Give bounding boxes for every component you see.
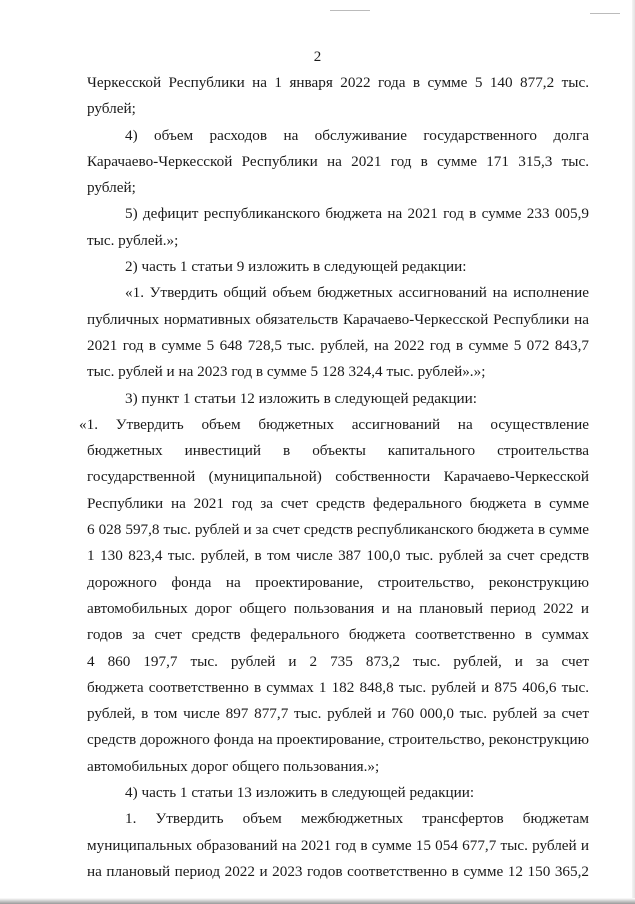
text-line: дорожного фонда на проектирование, строительство, реконструкцию — [87, 573, 589, 591]
text-line: 5) дефицит республиканского бюджета на 2021 год в сумме 233 005,9 — [125, 205, 589, 223]
page-number: 2 — [313, 49, 322, 65]
scan-bottom-edge — [0, 898, 635, 904]
text-line: 3) пункт 1 статьи 12 изложить в следующей редакции: — [125, 389, 478, 407]
text-line: Республики на 2021 год за счет средств федерального бюджета в сумме — [87, 494, 589, 512]
text-line: 6 028 597,8 тыс. рублей и за счет средств республиканского бюджета в сумме — [87, 521, 589, 539]
text-line: 2021 год в сумме 5 648 728,5 тыс. рублей, на 2022 год в сумме 5 072 843,7 — [87, 336, 589, 354]
text-line: автомобильных дорог общего пользования.»; — [87, 757, 380, 775]
text-line: рублей; — [87, 179, 136, 197]
text-line: автомобильных дорог общего пользования и на плановый период 2022 и — [87, 599, 589, 617]
text-line: 4) часть 1 статьи 13 изложить в следующей редакции: — [125, 784, 475, 802]
scan-artifact-top-right — [590, 13, 620, 14]
text-line: «1. Утвердить общий объем бюджетных ассигнований на исполнение — [125, 284, 589, 302]
text-line: публичных нормативных обязательств Карачаево-Черкесской Республики на — [87, 310, 589, 328]
text-line: 1 130 823,4 тыс. рублей, в том числе 387 100,0 тыс. рублей за счет средств — [87, 547, 589, 565]
text-line: рублей, в том числе 897 877,7 тыс. рублей и 760 000,0 тыс. рублей за счет — [87, 705, 589, 723]
text-line: на плановый период 2022 и 2023 годов соответственно в сумме 12 150 365,2 — [87, 862, 589, 880]
document-body — [79, 70, 589, 885]
text-line: 1. Утвердить объем межбюджетных трансфертов бюджетам — [125, 810, 589, 828]
text-line: муниципальных образований на 2021 год в сумме 15 054 677,7 тыс. рублей и — [87, 836, 589, 854]
scan-artifact-top-left — [330, 10, 370, 11]
text-line: тыс. рублей.»; — [87, 231, 179, 249]
text-line: рублей; — [87, 100, 136, 118]
text-line: бюджета соответственно в суммах 1 182 848,8 тыс. рублей и 875 406,6 тыс. — [87, 678, 589, 696]
text-line: 4) объем расходов на обслуживание государственного долга — [125, 126, 589, 144]
text-line: 4 860 197,7 тыс. рублей и 2 735 873,2 тыс. рублей, и за счет — [87, 652, 589, 670]
text-line: Черкесской Республики на 1 января 2022 года в сумме 5 140 877,2 тыс. — [87, 74, 589, 91]
text-line: Карачаево-Черкесской Республики на 2021 год в сумме 171 315,3 тыс. — [87, 152, 589, 170]
text-line: тыс. рублей и на 2023 год в сумме 5 128 324,4 тыс. рублей».»; — [87, 363, 486, 381]
text-line: средств дорожного фонда на проектирование, строительство, реконструкцию — [87, 731, 589, 749]
text-line: 2) часть 1 статьи 9 изложить в следующей редакции: — [125, 258, 467, 276]
text-line: «1. Утвердить объем бюджетных ассигнований на осуществление — [79, 415, 589, 433]
text-line: годов за счет средств федерального бюджета соответственно в суммах — [87, 626, 589, 644]
text-line: государственной (муниципальной) собственности Карачаево-Черкесской — [87, 468, 589, 486]
text-line: бюджетных инвестиций в объекты капитального строительства — [87, 442, 589, 460]
